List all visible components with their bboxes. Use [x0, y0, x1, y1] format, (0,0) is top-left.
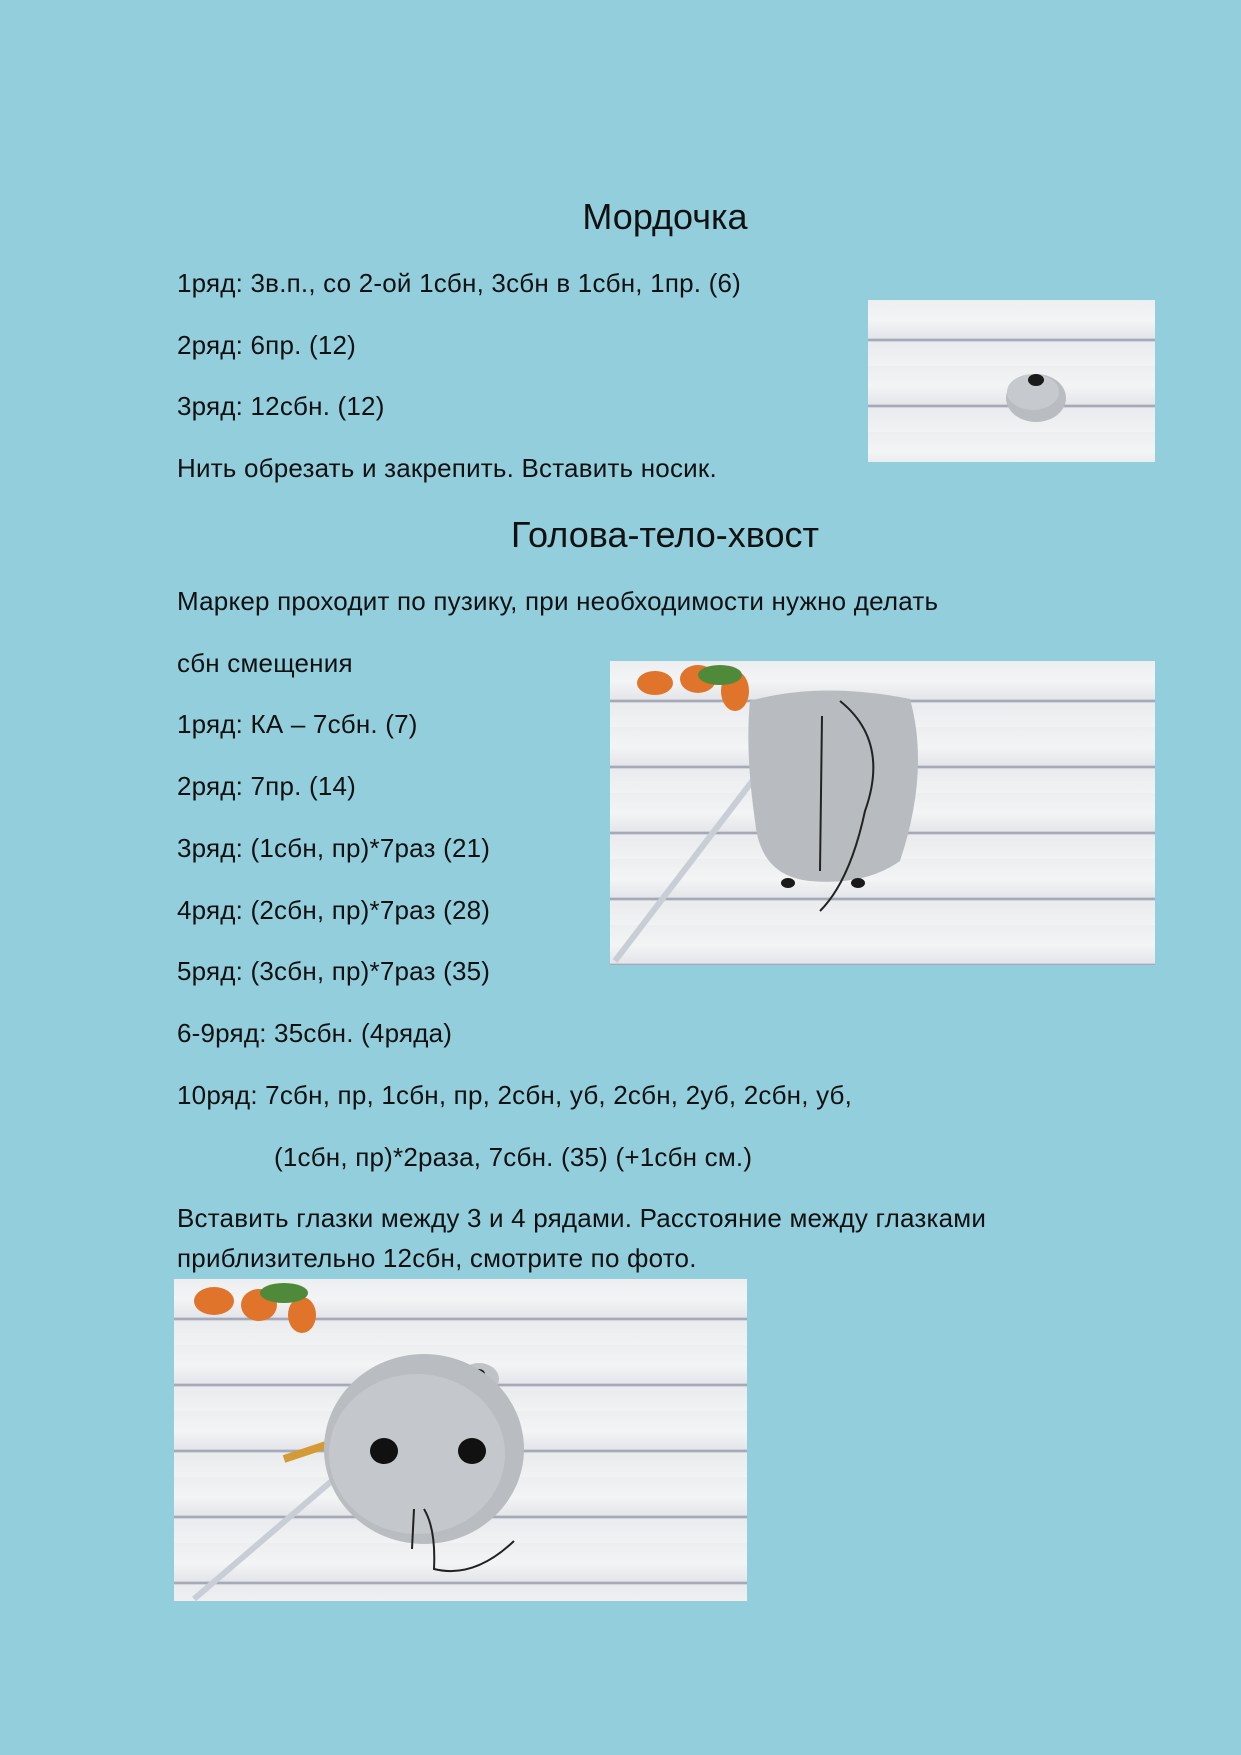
instruction-row: 2ряд: 7пр. (14) — [177, 771, 357, 801]
instruction-row: 10ряд: 7сбн, пр, 1сбн, пр, 2сбн, уб, 2сбн, 2уб, 2сбн, уб, — [177, 1080, 853, 1110]
muzzle-photo — [868, 300, 1155, 462]
instruction-row: 4ряд: (2сбн, пр)*7раз (28) — [177, 895, 491, 925]
instruction-row: 1ряд: 3в.п., со 2-ой 1сбн, 3сбн в 1сбн, 1пр. (6) — [177, 268, 741, 298]
head-eyes-photo — [174, 1279, 747, 1601]
head-illustration — [174, 1279, 747, 1601]
body-photo — [610, 661, 1155, 965]
instruction-row: 6-9ряд: 35сбн. (4ряда) — [177, 1018, 453, 1048]
instruction-row: (1сбн, пр)*2раза, 7сбн. (35) (+1сбн см.) — [274, 1142, 753, 1172]
instruction-row: 3ряд: 12сбн. (12) — [177, 391, 385, 421]
instruction-row: 1ряд: КА – 7сбн. (7) — [177, 709, 418, 739]
instruction-row: приблизительно 12сбн, смотрите по фото. — [177, 1243, 697, 1273]
instruction-row: 5ряд: (3сбн, пр)*7раз (35) — [177, 956, 491, 986]
muzzle-illustration — [868, 300, 1155, 462]
instruction-row: Нить обрезать и закрепить. Вставить носик. — [177, 453, 717, 483]
section-title-body: Голова-тело-хвост — [510, 514, 820, 555]
instruction-row: 3ряд: (1сбн, пр)*7раз (21) — [177, 833, 491, 863]
body-illustration — [610, 661, 1155, 965]
instruction-row: сбн смещения — [177, 648, 353, 678]
instruction-row: Вставить глазки между 3 и 4 рядами. Расстояние между глазками — [177, 1203, 987, 1233]
instruction-row: 2ряд: 6пр. (12) — [177, 330, 357, 360]
instruction-row: Маркер проходит по пузику, при необходимости нужно делать — [177, 586, 939, 616]
section-title-muzzle: Мордочка — [582, 196, 748, 237]
